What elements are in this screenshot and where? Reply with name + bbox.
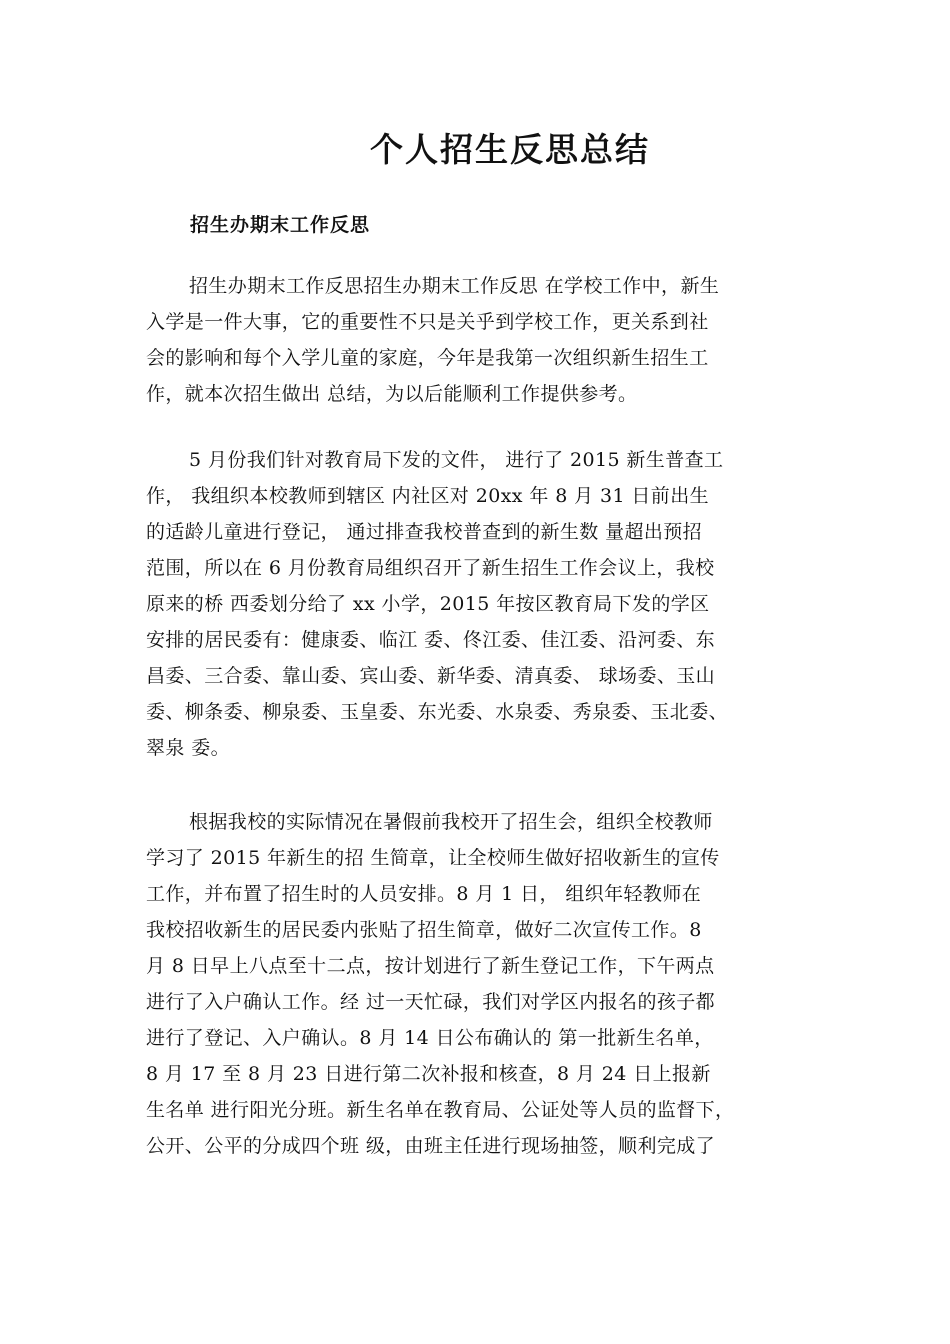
document-title: 个人招生反思总结 (370, 130, 650, 169)
paragraph-line: 8 月 17 至 8 月 23 日进行第二次补报和核查，8 月 24 日上报新 (146, 1063, 711, 1085)
paragraph-line: 工作，并布置了招生时的人员安排。8 月 1 日， 组织年轻教师在 (146, 883, 702, 905)
paragraph-line: 委、柳条委、柳泉委、玉皇委、东光委、水泉委、秀泉委、玉北委、 (146, 701, 729, 723)
paragraph-line: 公开、公平的分成四个班 级，由班主任进行现场抽签，顺利完成了 (146, 1135, 716, 1157)
paragraph-line: 根据我校的实际情况在暑假前我校开了招生会，组织全校教师 (189, 811, 713, 833)
paragraph-line: 安排的居民委有：健康委、临江 委、佟江委、佳江委、沿河委、东 (146, 629, 716, 651)
paragraph-line: 原来的桥 西委划分给了 xx 小学，2015 年按区教育局下发的学区 (146, 593, 710, 615)
paragraph-line: 入学是一件大事，它的重要性不只是关乎到学校工作，更关系到社 (146, 311, 709, 333)
paragraph-line: 进行了入户确认工作。经 过一天忙碌，我们对学区内报名的孩子都 (146, 991, 716, 1013)
paragraph-line: 的适龄儿童进行登记， 通过排查我校普查到的新生数 量超出预招 (146, 521, 703, 543)
paragraph-line: 作，就本次招生做出 总结，为以后能顺利工作提供参考。 (146, 383, 638, 405)
paragraph-line: 学习了 2015 年新生的招 生简章，让全校师生做好招收新生的宣传 (146, 847, 720, 869)
paragraph-1 (146, 268, 816, 412)
paragraph-line: 招生办期末工作反思招生办期末工作反思 在学校工作中，新生 (189, 275, 720, 297)
paragraph-line: 生名单 进行阳光分班。新生名单在教育局、公证处等人员的监督下， (146, 1099, 735, 1121)
paragraph-line: 昌委、三合委、靠山委、宾山委、新华委、清真委、 球场委、玉山 (146, 665, 716, 687)
paragraph-line: 月 8 日早上八点至十二点，按计划进行了新生登记工作，下午两点 (146, 955, 715, 977)
paragraph-3 (146, 804, 816, 1164)
section-heading: 招生办期末工作反思 (190, 214, 371, 236)
paragraph-line: 翠泉 委。 (146, 737, 231, 759)
paragraph-line: 进行了登记、入户确认。8 月 14 日公布确认的 第一批新生名单， (146, 1027, 714, 1049)
paragraph-line: 作， 我组织本校教师到辖区 内社区对 20xx 年 8 月 31 日前出生 (146, 485, 709, 507)
paragraph-2 (146, 442, 816, 766)
paragraph-line: 范围，所以在 6 月份教育局组织召开了新生招生工作会议上，我校 (146, 557, 715, 579)
paragraph-line: 5 月份我们针对教育局下发的文件， 进行了 2015 新生普查工 (189, 449, 724, 471)
paragraph-line: 会的影响和每个入学儿童的家庭，今年是我第一次组织新生招生工 (146, 347, 709, 369)
paragraph-line: 我校招收新生的居民委内张贴了招生简章，做好二次宣传工作。8 (146, 919, 702, 941)
